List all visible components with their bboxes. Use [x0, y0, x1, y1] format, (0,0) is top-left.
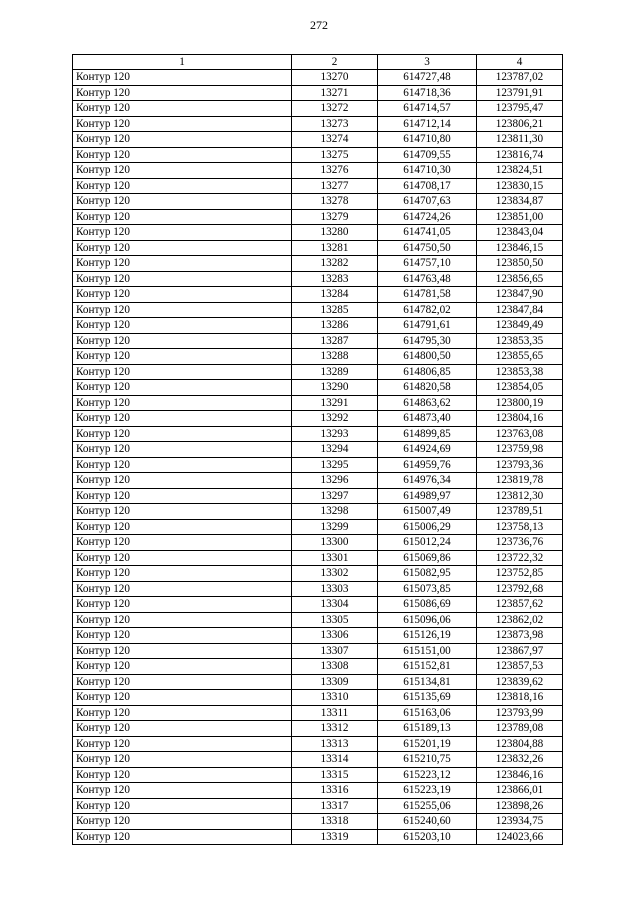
x-coordinate-cell: 614899,85 — [378, 426, 477, 442]
table-body — [73, 70, 563, 845]
table-row — [73, 643, 563, 659]
x-coordinate-cell: 615151,00 — [378, 643, 477, 659]
table-row — [73, 349, 563, 365]
y-coordinate-cell: 123832,26 — [477, 752, 563, 768]
point-number-cell: 13308 — [292, 659, 378, 675]
point-number-cell: 13290 — [292, 380, 378, 396]
table-row — [73, 829, 563, 845]
point-number-cell: 13285 — [292, 302, 378, 318]
contour-name-cell: Контур 120 — [73, 333, 292, 349]
x-coordinate-cell: 614707,63 — [378, 194, 477, 210]
contour-name-cell: Контур 120 — [73, 256, 292, 272]
y-coordinate-cell: 123758,13 — [477, 519, 563, 535]
x-coordinate-cell: 614959,76 — [378, 457, 477, 473]
contour-name-cell: Контур 120 — [73, 101, 292, 117]
table-row — [73, 597, 563, 613]
y-coordinate-cell: 123857,62 — [477, 597, 563, 613]
contour-name-cell: Контур 120 — [73, 612, 292, 628]
coordinates-table — [72, 54, 563, 845]
contour-name-cell: Контур 120 — [73, 163, 292, 179]
x-coordinate-cell: 614989,97 — [378, 488, 477, 504]
y-coordinate-cell: 123898,26 — [477, 798, 563, 814]
contour-name-cell: Контур 120 — [73, 814, 292, 830]
table-row — [73, 535, 563, 551]
y-coordinate-cell: 123873,98 — [477, 628, 563, 644]
x-coordinate-cell: 614820,58 — [378, 380, 477, 396]
x-coordinate-cell: 614781,58 — [378, 287, 477, 303]
x-coordinate-cell: 615223,12 — [378, 767, 477, 783]
contour-name-cell: Контур 120 — [73, 581, 292, 597]
table-row — [73, 178, 563, 194]
table-row — [73, 318, 563, 334]
point-number-cell: 13284 — [292, 287, 378, 303]
point-number-cell: 13307 — [292, 643, 378, 659]
x-coordinate-cell: 615007,49 — [378, 504, 477, 520]
table-row — [73, 209, 563, 225]
table-row — [73, 581, 563, 597]
point-number-cell: 13301 — [292, 550, 378, 566]
x-coordinate-cell: 614763,48 — [378, 271, 477, 287]
point-number-cell: 13275 — [292, 147, 378, 163]
point-number-cell: 13287 — [292, 333, 378, 349]
x-coordinate-cell: 614800,50 — [378, 349, 477, 365]
x-coordinate-cell: 614750,50 — [378, 240, 477, 256]
table-row — [73, 271, 563, 287]
point-number-cell: 13303 — [292, 581, 378, 597]
y-coordinate-cell: 123763,08 — [477, 426, 563, 442]
y-coordinate-cell: 123736,76 — [477, 535, 563, 551]
x-coordinate-cell: 615134,81 — [378, 674, 477, 690]
table-row — [73, 783, 563, 799]
contour-name-cell: Контур 120 — [73, 597, 292, 613]
point-number-cell: 13291 — [292, 395, 378, 411]
x-coordinate-cell: 614714,57 — [378, 101, 477, 117]
point-number-cell: 13281 — [292, 240, 378, 256]
table-row — [73, 457, 563, 473]
point-number-cell: 13270 — [292, 70, 378, 86]
table-row — [73, 85, 563, 101]
contour-name-cell: Контур 120 — [73, 411, 292, 427]
point-number-cell: 13276 — [292, 163, 378, 179]
x-coordinate-cell: 614741,05 — [378, 225, 477, 241]
x-coordinate-cell: 615086,69 — [378, 597, 477, 613]
contour-name-cell: Контур 120 — [73, 643, 292, 659]
point-number-cell: 13274 — [292, 132, 378, 148]
contour-name-cell: Контур 120 — [73, 302, 292, 318]
y-coordinate-cell: 123843,04 — [477, 225, 563, 241]
y-coordinate-cell: 123793,99 — [477, 705, 563, 721]
x-coordinate-cell: 614863,62 — [378, 395, 477, 411]
y-coordinate-cell: 123834,87 — [477, 194, 563, 210]
table-row — [73, 163, 563, 179]
x-coordinate-cell: 614782,02 — [378, 302, 477, 318]
point-number-cell: 13319 — [292, 829, 378, 845]
table-row — [73, 814, 563, 830]
point-number-cell: 13282 — [292, 256, 378, 272]
contour-name-cell: Контур 120 — [73, 240, 292, 256]
point-number-cell: 13288 — [292, 349, 378, 365]
table-row — [73, 628, 563, 644]
contour-name-cell: Контур 120 — [73, 271, 292, 287]
x-coordinate-cell: 614976,34 — [378, 473, 477, 489]
point-number-cell: 13278 — [292, 194, 378, 210]
point-number-cell: 13292 — [292, 411, 378, 427]
x-coordinate-cell: 614710,30 — [378, 163, 477, 179]
point-number-cell: 13314 — [292, 752, 378, 768]
table-row — [73, 240, 563, 256]
point-number-cell: 13298 — [292, 504, 378, 520]
y-coordinate-cell: 123759,98 — [477, 442, 563, 458]
y-coordinate-cell: 123800,19 — [477, 395, 563, 411]
x-coordinate-cell: 615255,06 — [378, 798, 477, 814]
table-row — [73, 147, 563, 163]
y-coordinate-cell: 123812,30 — [477, 488, 563, 504]
table-row — [73, 767, 563, 783]
contour-name-cell: Контур 120 — [73, 535, 292, 551]
point-number-cell: 13311 — [292, 705, 378, 721]
table-row — [73, 364, 563, 380]
table-row — [73, 690, 563, 706]
contour-name-cell: Контур 120 — [73, 628, 292, 644]
y-coordinate-cell: 123789,08 — [477, 721, 563, 737]
point-number-cell: 13309 — [292, 674, 378, 690]
contour-name-cell: Контур 120 — [73, 798, 292, 814]
contour-name-cell: Контур 120 — [73, 457, 292, 473]
table-row — [73, 101, 563, 117]
table-row — [73, 550, 563, 566]
y-coordinate-cell: 123818,16 — [477, 690, 563, 706]
contour-name-cell: Контур 120 — [73, 783, 292, 799]
contour-name-cell: Контур 120 — [73, 550, 292, 566]
point-number-cell: 13280 — [292, 225, 378, 241]
table-row — [73, 395, 563, 411]
x-coordinate-cell: 615096,06 — [378, 612, 477, 628]
y-coordinate-cell: 123752,85 — [477, 566, 563, 582]
y-coordinate-cell: 123816,74 — [477, 147, 563, 163]
contour-name-cell: Контур 120 — [73, 488, 292, 504]
contour-name-cell: Контур 120 — [73, 85, 292, 101]
table-row — [73, 674, 563, 690]
y-coordinate-cell: 123853,35 — [477, 333, 563, 349]
y-coordinate-cell: 123934,75 — [477, 814, 563, 830]
column-header-1: 1 — [73, 55, 292, 70]
table-row — [73, 194, 563, 210]
point-number-cell: 13302 — [292, 566, 378, 582]
table-row — [73, 798, 563, 814]
x-coordinate-cell: 614924,69 — [378, 442, 477, 458]
contour-name-cell: Контур 120 — [73, 194, 292, 210]
x-coordinate-cell: 615006,29 — [378, 519, 477, 535]
contour-name-cell: Контур 120 — [73, 566, 292, 582]
column-header-4: 4 — [477, 55, 563, 70]
contour-name-cell: Контур 120 — [73, 209, 292, 225]
y-coordinate-cell: 123795,47 — [477, 101, 563, 117]
contour-name-cell: Контур 120 — [73, 426, 292, 442]
contour-name-cell: Контур 120 — [73, 504, 292, 520]
y-coordinate-cell: 123866,01 — [477, 783, 563, 799]
y-coordinate-cell: 123855,65 — [477, 349, 563, 365]
x-coordinate-cell: 614806,85 — [378, 364, 477, 380]
x-coordinate-cell: 614709,55 — [378, 147, 477, 163]
point-number-cell: 13312 — [292, 721, 378, 737]
contour-name-cell: Контур 120 — [73, 364, 292, 380]
point-number-cell: 13310 — [292, 690, 378, 706]
contour-name-cell: Контур 120 — [73, 519, 292, 535]
x-coordinate-cell: 615135,69 — [378, 690, 477, 706]
y-coordinate-cell: 123846,16 — [477, 767, 563, 783]
point-number-cell: 13296 — [292, 473, 378, 489]
point-number-cell: 13300 — [292, 535, 378, 551]
contour-name-cell: Контур 120 — [73, 380, 292, 396]
contour-name-cell: Контур 120 — [73, 178, 292, 194]
y-coordinate-cell: 123847,90 — [477, 287, 563, 303]
point-number-cell: 13295 — [292, 457, 378, 473]
y-coordinate-cell: 123846,15 — [477, 240, 563, 256]
point-number-cell: 13289 — [292, 364, 378, 380]
table-row — [73, 287, 563, 303]
x-coordinate-cell: 615203,10 — [378, 829, 477, 845]
table-row — [73, 333, 563, 349]
table-row — [73, 504, 563, 520]
y-coordinate-cell: 123791,91 — [477, 85, 563, 101]
x-coordinate-cell: 614708,17 — [378, 178, 477, 194]
point-number-cell: 13315 — [292, 767, 378, 783]
point-number-cell: 13272 — [292, 101, 378, 117]
y-coordinate-cell: 123722,32 — [477, 550, 563, 566]
x-coordinate-cell: 615240,60 — [378, 814, 477, 830]
table-row — [73, 473, 563, 489]
contour-name-cell: Контур 120 — [73, 225, 292, 241]
point-number-cell: 13306 — [292, 628, 378, 644]
y-coordinate-cell: 123857,53 — [477, 659, 563, 675]
contour-name-cell: Контур 120 — [73, 287, 292, 303]
table-row — [73, 225, 563, 241]
x-coordinate-cell: 615082,95 — [378, 566, 477, 582]
x-coordinate-cell: 614724,26 — [378, 209, 477, 225]
contour-name-cell: Контур 120 — [73, 829, 292, 845]
x-coordinate-cell: 614791,61 — [378, 318, 477, 334]
point-number-cell: 13273 — [292, 116, 378, 132]
contour-name-cell: Контур 120 — [73, 659, 292, 675]
contour-name-cell: Контур 120 — [73, 721, 292, 737]
y-coordinate-cell: 123819,78 — [477, 473, 563, 489]
point-number-cell: 13299 — [292, 519, 378, 535]
x-coordinate-cell: 615152,81 — [378, 659, 477, 675]
y-coordinate-cell: 123839,62 — [477, 674, 563, 690]
x-coordinate-cell: 614710,80 — [378, 132, 477, 148]
contour-name-cell: Контур 120 — [73, 147, 292, 163]
y-coordinate-cell: 123867,97 — [477, 643, 563, 659]
y-coordinate-cell: 123824,51 — [477, 163, 563, 179]
y-coordinate-cell: 123804,16 — [477, 411, 563, 427]
contour-name-cell: Контур 120 — [73, 752, 292, 768]
y-coordinate-cell: 123854,05 — [477, 380, 563, 396]
table-header-row — [73, 55, 563, 70]
table-row — [73, 612, 563, 628]
contour-name-cell: Контур 120 — [73, 690, 292, 706]
table-row — [73, 380, 563, 396]
contour-name-cell: Контур 120 — [73, 442, 292, 458]
table-row — [73, 488, 563, 504]
point-number-cell: 13305 — [292, 612, 378, 628]
page-number: 272 — [310, 18, 328, 32]
x-coordinate-cell: 615201,19 — [378, 736, 477, 752]
x-coordinate-cell: 615163,06 — [378, 705, 477, 721]
y-coordinate-cell: 123850,50 — [477, 256, 563, 272]
table-row — [73, 752, 563, 768]
table-row — [73, 132, 563, 148]
contour-name-cell: Контур 120 — [73, 473, 292, 489]
x-coordinate-cell: 615012,24 — [378, 535, 477, 551]
y-coordinate-cell: 123830,15 — [477, 178, 563, 194]
x-coordinate-cell: 615126,19 — [378, 628, 477, 644]
y-coordinate-cell: 123811,30 — [477, 132, 563, 148]
point-number-cell: 13271 — [292, 85, 378, 101]
contour-name-cell: Контур 120 — [73, 705, 292, 721]
table-row — [73, 705, 563, 721]
table-row — [73, 442, 563, 458]
contour-name-cell: Контур 120 — [73, 318, 292, 334]
y-coordinate-cell: 123789,51 — [477, 504, 563, 520]
x-coordinate-cell: 615189,13 — [378, 721, 477, 737]
x-coordinate-cell: 614795,30 — [378, 333, 477, 349]
column-header-2: 2 — [292, 55, 378, 70]
x-coordinate-cell: 614718,36 — [378, 85, 477, 101]
contour-name-cell: Контур 120 — [73, 674, 292, 690]
x-coordinate-cell: 614873,40 — [378, 411, 477, 427]
table-row — [73, 426, 563, 442]
table-row — [73, 302, 563, 318]
contour-name-cell: Контур 120 — [73, 132, 292, 148]
point-number-cell: 13293 — [292, 426, 378, 442]
y-coordinate-cell: 124023,66 — [477, 829, 563, 845]
y-coordinate-cell: 123847,84 — [477, 302, 563, 318]
contour-name-cell: Контур 120 — [73, 395, 292, 411]
y-coordinate-cell: 123862,02 — [477, 612, 563, 628]
y-coordinate-cell: 123849,49 — [477, 318, 563, 334]
point-number-cell: 13283 — [292, 271, 378, 287]
table-row — [73, 659, 563, 675]
contour-name-cell: Контур 120 — [73, 736, 292, 752]
y-coordinate-cell: 123851,00 — [477, 209, 563, 225]
point-number-cell: 13294 — [292, 442, 378, 458]
y-coordinate-cell: 123856,65 — [477, 271, 563, 287]
table-row — [73, 566, 563, 582]
table-row — [73, 736, 563, 752]
table-row — [73, 70, 563, 86]
column-header-3: 3 — [378, 55, 477, 70]
point-number-cell: 13304 — [292, 597, 378, 613]
contour-name-cell: Контур 120 — [73, 116, 292, 132]
y-coordinate-cell: 123853,38 — [477, 364, 563, 380]
x-coordinate-cell: 614757,10 — [378, 256, 477, 272]
point-number-cell: 13313 — [292, 736, 378, 752]
x-coordinate-cell: 614712,14 — [378, 116, 477, 132]
table-row — [73, 256, 563, 272]
x-coordinate-cell: 615073,85 — [378, 581, 477, 597]
point-number-cell: 13286 — [292, 318, 378, 334]
contour-name-cell: Контур 120 — [73, 70, 292, 86]
point-number-cell: 13316 — [292, 783, 378, 799]
x-coordinate-cell: 615069,86 — [378, 550, 477, 566]
table-row — [73, 411, 563, 427]
x-coordinate-cell: 615223,19 — [378, 783, 477, 799]
x-coordinate-cell: 615210,75 — [378, 752, 477, 768]
y-coordinate-cell: 123787,02 — [477, 70, 563, 86]
table-row — [73, 721, 563, 737]
table-row — [73, 116, 563, 132]
point-number-cell: 13277 — [292, 178, 378, 194]
point-number-cell: 13317 — [292, 798, 378, 814]
x-coordinate-cell: 614727,48 — [378, 70, 477, 86]
table-row — [73, 519, 563, 535]
y-coordinate-cell: 123792,68 — [477, 581, 563, 597]
y-coordinate-cell: 123806,21 — [477, 116, 563, 132]
point-number-cell: 13318 — [292, 814, 378, 830]
point-number-cell: 13279 — [292, 209, 378, 225]
y-coordinate-cell: 123793,36 — [477, 457, 563, 473]
contour-name-cell: Контур 120 — [73, 349, 292, 365]
contour-name-cell: Контур 120 — [73, 767, 292, 783]
point-number-cell: 13297 — [292, 488, 378, 504]
y-coordinate-cell: 123804,88 — [477, 736, 563, 752]
